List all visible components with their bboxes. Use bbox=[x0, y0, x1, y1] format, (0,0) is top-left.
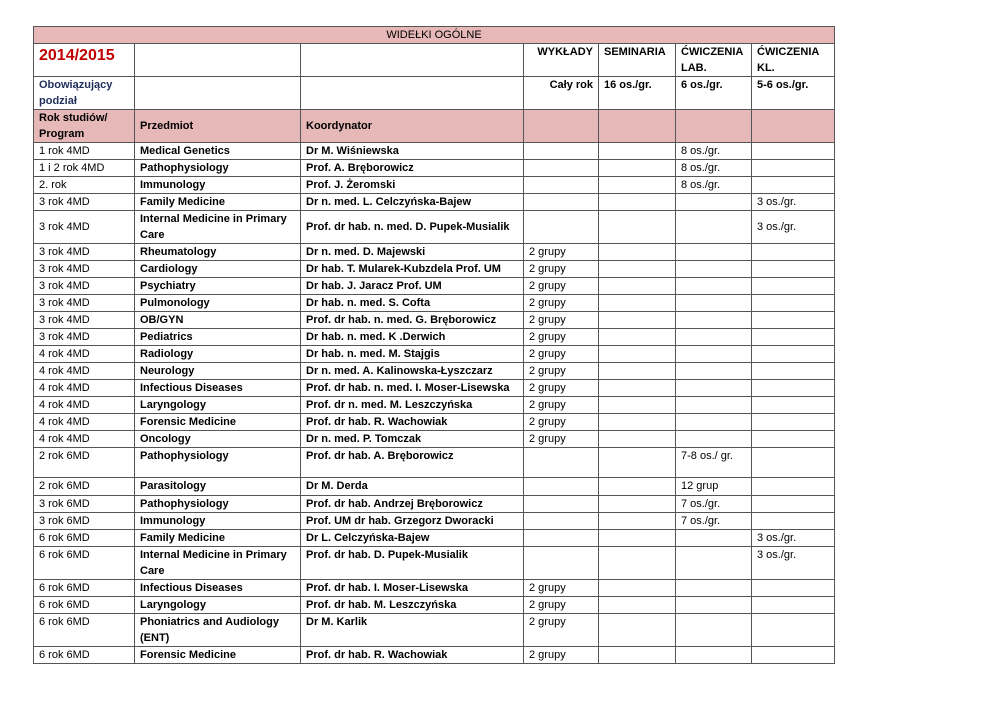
row-cw-lab bbox=[676, 647, 752, 664]
row-cw-kl bbox=[752, 597, 835, 614]
row-wyklady: 2 grupy bbox=[524, 329, 599, 346]
table-row bbox=[34, 211, 835, 244]
row-subject: Laryngology bbox=[135, 597, 301, 614]
row-seminaria bbox=[599, 278, 676, 295]
row-cw-lab bbox=[676, 295, 752, 312]
row-program: 4 rok 4MD bbox=[34, 431, 135, 448]
row-cw-lab bbox=[676, 244, 752, 261]
row-coordinator: Dr hab. n. med. S. Cofta bbox=[301, 295, 524, 312]
table-row bbox=[34, 329, 835, 346]
row-subject: Pathophysiology bbox=[135, 160, 301, 177]
row-coordinator: Dr hab. J. Jaracz Prof. UM bbox=[301, 278, 524, 295]
row-cw-lab: 8 os./gr. bbox=[676, 143, 752, 160]
row-cw-kl: 3 os./gr. bbox=[752, 211, 835, 244]
row-wyklady: 2 grupy bbox=[524, 647, 599, 664]
norm-row bbox=[34, 77, 835, 110]
val-seminaria: 16 os./gr. bbox=[599, 77, 676, 110]
row-program: 3 rok 4MD bbox=[34, 261, 135, 278]
row-wyklady: 2 grupy bbox=[524, 363, 599, 380]
row-seminaria bbox=[599, 329, 676, 346]
row-program: 3 rok 4MD bbox=[34, 295, 135, 312]
row-program: 3 rok 6MD bbox=[34, 496, 135, 513]
row-wyklady bbox=[524, 211, 599, 244]
row-cw-lab bbox=[676, 380, 752, 397]
row-cw-kl bbox=[752, 397, 835, 414]
row-program: 3 rok 4MD bbox=[34, 194, 135, 211]
row-cw-lab bbox=[676, 614, 752, 647]
row-coordinator: Dr n. med. D. Majewski bbox=[301, 244, 524, 261]
row-cw-lab bbox=[676, 530, 752, 547]
row-wyklady: 2 grupy bbox=[524, 380, 599, 397]
row-program: 2 rok 6MD bbox=[34, 448, 135, 478]
row-wyklady: 2 grupy bbox=[524, 414, 599, 431]
row-coordinator: Prof. dr hab. Andrzej Bręborowicz bbox=[301, 496, 524, 513]
row-cw-kl bbox=[752, 380, 835, 397]
row-cw-lab bbox=[676, 211, 752, 244]
row-seminaria bbox=[599, 261, 676, 278]
row-wyklady: 2 grupy bbox=[524, 278, 599, 295]
row-program: 4 rok 4MD bbox=[34, 397, 135, 414]
row-coordinator: Prof. dr hab. M. Leszczyńska bbox=[301, 597, 524, 614]
row-cw-kl: 3 os./gr. bbox=[752, 530, 835, 547]
row-cw-kl bbox=[752, 580, 835, 597]
banner-row bbox=[34, 27, 835, 44]
row-seminaria bbox=[599, 160, 676, 177]
row-program: 1 rok 4MD bbox=[34, 143, 135, 160]
row-coordinator: Prof. dr hab. A. Bręborowicz bbox=[301, 448, 524, 478]
row-subject: Forensic Medicine bbox=[135, 414, 301, 431]
row-wyklady: 2 grupy bbox=[524, 312, 599, 329]
row-coordinator: Dr M. Derda bbox=[301, 478, 524, 496]
table-row bbox=[34, 194, 835, 211]
row-cw-kl bbox=[752, 478, 835, 496]
row-coordinator: Prof. dr hab. I. Moser-Lisewska bbox=[301, 580, 524, 597]
row-coordinator: Prof. dr hab. n. med. I. Moser-Lisewska bbox=[301, 380, 524, 397]
table-row bbox=[34, 143, 835, 160]
val-wyklady: Cały rok bbox=[524, 77, 599, 110]
row-cw-lab bbox=[676, 346, 752, 363]
row-seminaria bbox=[599, 295, 676, 312]
row-wyklady bbox=[524, 513, 599, 530]
row-subject: Immunology bbox=[135, 513, 301, 530]
row-cw-kl bbox=[752, 160, 835, 177]
row-subject: Internal Medicine in Primary Care bbox=[135, 547, 301, 580]
val-cw-kl: 5-6 os./gr. bbox=[752, 77, 835, 110]
header-program: Rok studiów/ Program bbox=[34, 110, 135, 143]
row-cw-lab bbox=[676, 397, 752, 414]
row-cw-kl bbox=[752, 448, 835, 478]
row-coordinator: Prof. dr n. med. M. Leszczyńska bbox=[301, 397, 524, 414]
row-cw-kl bbox=[752, 261, 835, 278]
row-coordinator: Prof. dr hab. R. Wachowiak bbox=[301, 647, 524, 664]
row-program: 6 rok 6MD bbox=[34, 597, 135, 614]
row-cw-kl bbox=[752, 143, 835, 160]
row-cw-kl bbox=[752, 431, 835, 448]
row-cw-lab: 7 os./gr. bbox=[676, 496, 752, 513]
row-wyklady: 2 grupy bbox=[524, 295, 599, 312]
row-seminaria bbox=[599, 647, 676, 664]
table-row bbox=[34, 513, 835, 530]
row-subject: Oncology bbox=[135, 431, 301, 448]
row-subject: Laryngology bbox=[135, 397, 301, 414]
row-cw-kl bbox=[752, 312, 835, 329]
table-row bbox=[34, 580, 835, 597]
row-cw-kl bbox=[752, 278, 835, 295]
row-wyklady bbox=[524, 547, 599, 580]
header-coordinator: Koordynator bbox=[301, 110, 524, 143]
row-subject: Infectious Diseases bbox=[135, 580, 301, 597]
row-subject: OB/GYN bbox=[135, 312, 301, 329]
row-program: 3 rok 4MD bbox=[34, 278, 135, 295]
table-row bbox=[34, 597, 835, 614]
row-seminaria bbox=[599, 312, 676, 329]
col-cw-kl: ĆWICZENIA KL. bbox=[752, 44, 835, 77]
row-program: 6 rok 6MD bbox=[34, 614, 135, 647]
row-subject: Family Medicine bbox=[135, 530, 301, 547]
row-subject: Immunology bbox=[135, 177, 301, 194]
row-wyklady bbox=[524, 160, 599, 177]
row-wyklady bbox=[524, 177, 599, 194]
row-cw-kl bbox=[752, 414, 835, 431]
row-seminaria bbox=[599, 614, 676, 647]
table-body bbox=[34, 143, 835, 664]
row-cw-lab bbox=[676, 547, 752, 580]
row-program: 6 rok 6MD bbox=[34, 647, 135, 664]
row-cw-lab bbox=[676, 329, 752, 346]
col-cw-lab: ĆWICZENIA LAB. bbox=[676, 44, 752, 77]
table-row bbox=[34, 397, 835, 414]
table-row bbox=[34, 431, 835, 448]
table-row bbox=[34, 312, 835, 329]
row-cw-lab: 12 grup bbox=[676, 478, 752, 496]
row-seminaria bbox=[599, 346, 676, 363]
column-header-row bbox=[34, 110, 835, 143]
row-subject: Neurology bbox=[135, 363, 301, 380]
row-coordinator: Dr M. Karlik bbox=[301, 614, 524, 647]
col-wyklady: WYKŁADY bbox=[524, 44, 599, 77]
row-cw-kl bbox=[752, 329, 835, 346]
row-program: 2 rok 6MD bbox=[34, 478, 135, 496]
row-cw-kl bbox=[752, 295, 835, 312]
row-cw-lab bbox=[676, 312, 752, 329]
row-subject: Pulmonology bbox=[135, 295, 301, 312]
table-row bbox=[34, 346, 835, 363]
row-seminaria bbox=[599, 414, 676, 431]
row-program: 3 rok 6MD bbox=[34, 513, 135, 530]
row-cw-lab bbox=[676, 261, 752, 278]
row-coordinator: Dr hab. n. med. K .Derwich bbox=[301, 329, 524, 346]
row-subject: Radiology bbox=[135, 346, 301, 363]
row-coordinator: Prof. dr hab. R. Wachowiak bbox=[301, 414, 524, 431]
table-row bbox=[34, 414, 835, 431]
table-row bbox=[34, 478, 835, 496]
allocation-table bbox=[33, 26, 835, 664]
row-cw-kl bbox=[752, 496, 835, 513]
row-seminaria bbox=[599, 244, 676, 261]
row-coordinator: Prof. A. Bręborowicz bbox=[301, 160, 524, 177]
row-coordinator: Dr n. med. L. Celczyńska-Bajew bbox=[301, 194, 524, 211]
row-wyklady: 2 grupy bbox=[524, 397, 599, 414]
row-coordinator: Prof. J. Żeromski bbox=[301, 177, 524, 194]
row-cw-kl bbox=[752, 614, 835, 647]
row-seminaria bbox=[599, 547, 676, 580]
row-coordinator: Dr L. Celczyńska-Bajew bbox=[301, 530, 524, 547]
row-wyklady bbox=[524, 194, 599, 211]
row-seminaria bbox=[599, 513, 676, 530]
row-subject: Family Medicine bbox=[135, 194, 301, 211]
row-cw-kl bbox=[752, 346, 835, 363]
row-cw-lab bbox=[676, 597, 752, 614]
row-cw-kl bbox=[752, 363, 835, 380]
row-cw-kl bbox=[752, 647, 835, 664]
row-seminaria bbox=[599, 580, 676, 597]
row-wyklady bbox=[524, 478, 599, 496]
row-cw-lab: 8 os./gr. bbox=[676, 177, 752, 194]
row-program: 1 i 2 rok 4MD bbox=[34, 160, 135, 177]
row-program: 3 rok 4MD bbox=[34, 329, 135, 346]
row-cw-kl: 3 os./gr. bbox=[752, 194, 835, 211]
row-wyklady bbox=[524, 143, 599, 160]
table-row bbox=[34, 177, 835, 194]
row-cw-lab bbox=[676, 363, 752, 380]
banner-title: WIDEŁKI OGÓLNE bbox=[34, 27, 835, 44]
row-seminaria bbox=[599, 496, 676, 513]
row-seminaria bbox=[599, 363, 676, 380]
row-seminaria bbox=[599, 194, 676, 211]
row-seminaria bbox=[599, 143, 676, 160]
table-row bbox=[34, 647, 835, 664]
row-seminaria bbox=[599, 448, 676, 478]
row-wyklady bbox=[524, 496, 599, 513]
row-program: 3 rok 4MD bbox=[34, 312, 135, 329]
row-program: 3 rok 4MD bbox=[34, 211, 135, 244]
row-cw-lab: 7 os./gr. bbox=[676, 513, 752, 530]
row-program: 4 rok 4MD bbox=[34, 380, 135, 397]
row-cw-lab: 8 os./gr. bbox=[676, 160, 752, 177]
row-seminaria bbox=[599, 431, 676, 448]
row-subject: Infectious Diseases bbox=[135, 380, 301, 397]
row-coordinator: Dr n. med. A. Kalinowska-Łyszczarz bbox=[301, 363, 524, 380]
table-row bbox=[34, 295, 835, 312]
row-wyklady: 2 grupy bbox=[524, 614, 599, 647]
row-subject: Pathophysiology bbox=[135, 496, 301, 513]
table-row bbox=[34, 160, 835, 177]
row-wyklady: 2 grupy bbox=[524, 244, 599, 261]
year-label: 2014/2015 bbox=[34, 44, 135, 77]
row-subject: Parasitology bbox=[135, 478, 301, 496]
row-cw-kl: 3 os./gr. bbox=[752, 547, 835, 580]
row-subject: Pathophysiology bbox=[135, 448, 301, 478]
table-row bbox=[34, 244, 835, 261]
row-coordinator: Prof. dr hab. n. med. G. Bręborowicz bbox=[301, 312, 524, 329]
row-cw-kl bbox=[752, 244, 835, 261]
row-wyklady: 2 grupy bbox=[524, 597, 599, 614]
row-coordinator: Prof. UM dr hab. Grzegorz Dworacki bbox=[301, 513, 524, 530]
split-note: Obowiązujący podział bbox=[34, 77, 135, 110]
row-program: 2. rok bbox=[34, 177, 135, 194]
table-row bbox=[34, 380, 835, 397]
table-row bbox=[34, 448, 835, 478]
row-subject: Pediatrics bbox=[135, 329, 301, 346]
row-wyklady: 2 grupy bbox=[524, 261, 599, 278]
header-subject: Przedmiot bbox=[135, 110, 301, 143]
row-cw-kl bbox=[752, 177, 835, 194]
row-coordinator: Prof. dr hab. n. med. D. Pupek-Musialik bbox=[301, 211, 524, 244]
row-wyklady: 2 grupy bbox=[524, 580, 599, 597]
table-row bbox=[34, 530, 835, 547]
row-subject: Phoniatrics and Audiology (ENT) bbox=[135, 614, 301, 647]
col-seminaria: SEMINARIA bbox=[599, 44, 676, 77]
row-cw-lab bbox=[676, 580, 752, 597]
row-program: 6 rok 6MD bbox=[34, 530, 135, 547]
row-program: 3 rok 4MD bbox=[34, 244, 135, 261]
row-subject: Medical Genetics bbox=[135, 143, 301, 160]
row-seminaria bbox=[599, 177, 676, 194]
row-seminaria bbox=[599, 211, 676, 244]
row-subject: Forensic Medicine bbox=[135, 647, 301, 664]
row-subject: Internal Medicine in Primary Care bbox=[135, 211, 301, 244]
row-seminaria bbox=[599, 397, 676, 414]
row-cw-lab bbox=[676, 414, 752, 431]
row-seminaria bbox=[599, 530, 676, 547]
row-coordinator: Dr hab. T. Mularek-Kubzdela Prof. UM bbox=[301, 261, 524, 278]
table-row bbox=[34, 547, 835, 580]
val-cw-lab: 6 os./gr. bbox=[676, 77, 752, 110]
row-cw-kl bbox=[752, 513, 835, 530]
row-cw-lab: 7-8 os./ gr. bbox=[676, 448, 752, 478]
table-row bbox=[34, 261, 835, 278]
row-coordinator: Dr M. Wiśniewska bbox=[301, 143, 524, 160]
row-program: 6 rok 6MD bbox=[34, 580, 135, 597]
table-row bbox=[34, 496, 835, 513]
row-program: 4 rok 4MD bbox=[34, 346, 135, 363]
row-seminaria bbox=[599, 478, 676, 496]
row-wyklady bbox=[524, 448, 599, 478]
row-cw-lab bbox=[676, 194, 752, 211]
row-cw-lab bbox=[676, 278, 752, 295]
row-seminaria bbox=[599, 597, 676, 614]
table-row bbox=[34, 614, 835, 647]
row-wyklady: 2 grupy bbox=[524, 346, 599, 363]
row-program: 6 rok 6MD bbox=[34, 547, 135, 580]
row-seminaria bbox=[599, 380, 676, 397]
row-subject: Psychiatry bbox=[135, 278, 301, 295]
row-cw-lab bbox=[676, 431, 752, 448]
year-row bbox=[34, 44, 835, 77]
row-program: 4 rok 4MD bbox=[34, 414, 135, 431]
table-row bbox=[34, 278, 835, 295]
row-wyklady: 2 grupy bbox=[524, 431, 599, 448]
row-program: 4 rok 4MD bbox=[34, 363, 135, 380]
row-coordinator: Dr hab. n. med. M. Stajgis bbox=[301, 346, 524, 363]
row-coordinator: Dr n. med. P. Tomczak bbox=[301, 431, 524, 448]
row-subject: Rheumatology bbox=[135, 244, 301, 261]
row-wyklady bbox=[524, 530, 599, 547]
row-subject: Cardiology bbox=[135, 261, 301, 278]
row-coordinator: Prof. dr hab. D. Pupek-Musialik bbox=[301, 547, 524, 580]
table-row bbox=[34, 363, 835, 380]
